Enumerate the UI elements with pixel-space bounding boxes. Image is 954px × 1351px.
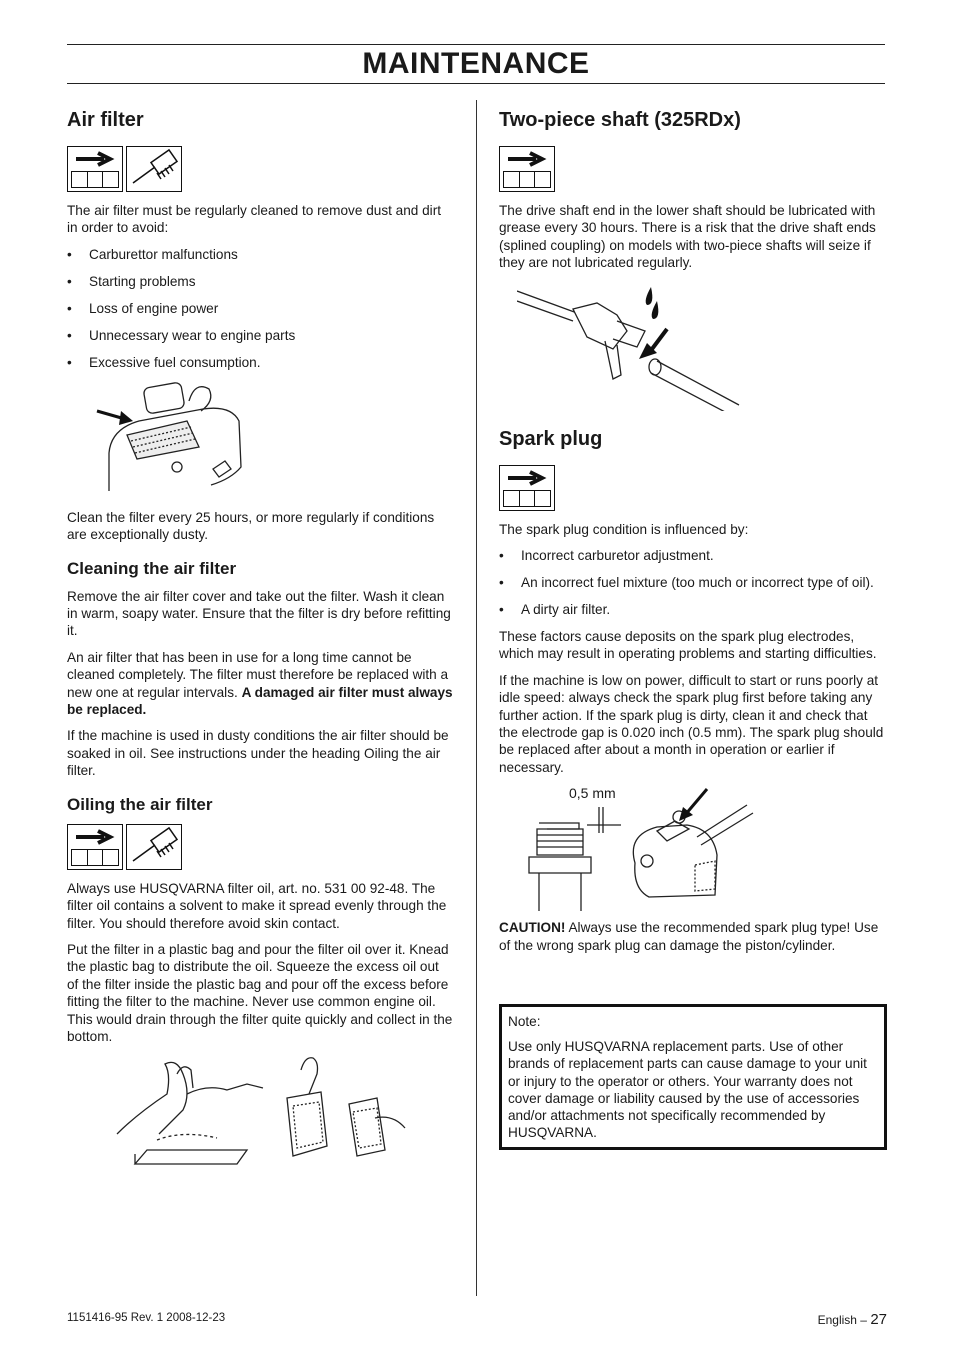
list-item: • An incorrect fuel mixture (too much or incorrect type of oil). bbox=[499, 574, 887, 591]
column-divider bbox=[476, 100, 477, 1296]
caution-label: CAUTION! bbox=[499, 920, 566, 936]
maintenance-arrow-icon bbox=[67, 146, 123, 192]
spark-paragraph-2: These factors cause deposits on the spark plug electrodes, which may result in operating problems and starting difficulties. bbox=[499, 629, 877, 662]
air-filter-heading: Air filter bbox=[67, 109, 144, 131]
spark-plug-illustration bbox=[517, 785, 817, 913]
shaft-heading: Two-piece shaft (325RDx) bbox=[499, 109, 741, 131]
list-item: • Unnecessary wear to engine parts bbox=[67, 327, 453, 344]
brush-icon bbox=[126, 824, 182, 870]
list-item: • Excessive fuel consumption. bbox=[67, 354, 453, 371]
right-column bbox=[499, 100, 887, 963]
caution-paragraph: CAUTION! Always use the recommended spark plug type! Use of the wrong spark plug can damage the piston/cylinder. bbox=[499, 920, 879, 953]
maintenance-arrow-icon bbox=[67, 824, 123, 870]
left-column bbox=[67, 100, 453, 1169]
footer-language: English bbox=[817, 1313, 857, 1327]
maintenance-arrow-icon bbox=[499, 146, 555, 192]
oiling-illustration bbox=[87, 1054, 417, 1169]
oiling-symbols bbox=[67, 824, 453, 870]
page-number: 27 bbox=[870, 1311, 887, 1328]
oiling-paragraph-1: Always use HUSQVARNA filter oil, art. no. 531 00 92-48. The filter oil contains a solvent to make it spread evenly through the filter. You should therefore avoid skin contact. bbox=[67, 880, 447, 931]
cleaning-paragraph-2: An air filter that has been in use for a long time cannot be cleaned completely. The filter must therefore be replaced with a new one at regular intervals. A damaged air filter must always be replaced. bbox=[67, 649, 453, 718]
shaft-symbols bbox=[499, 146, 887, 192]
maintenance-arrow-icon bbox=[499, 465, 555, 511]
page-title: MAINTENANCE bbox=[362, 47, 590, 80]
shaft-paragraph: The drive shaft end in the lower shaft should be lubricated with grease every 30 hours. There is a risk that the drive shaft ends (splined coupling) on models with two-piece shafts will seize if they are not lubricated regularly. bbox=[499, 203, 876, 271]
air-filter-illustration bbox=[91, 381, 271, 493]
oiling-paragraph-2: Put the filter in a plastic bag and pour the filter oil over it. Knead the plastic bag to distribute the oil. Squeeze the excess oil out of the filter inside the plastic bag and pour off the excess before fitting the filter to the machine. Never use common engine oil. This would drain through the filter quite quickly and collect in the bottom. bbox=[67, 941, 453, 1044]
note-box bbox=[499, 1004, 887, 1150]
cleaning-paragraph-3: If the machine is used in dusty conditions the air filter should be soaked in oil. See instructions under the heading Oiling the air filter. bbox=[67, 728, 449, 779]
spark-plug-heading: Spark plug bbox=[499, 427, 603, 450]
list-item: • Incorrect carburetor adjustment. bbox=[499, 547, 887, 564]
warning-bold-text: A damaged air filter must always be replaced. bbox=[67, 684, 453, 718]
air-filter-symbols bbox=[67, 146, 453, 192]
list-item: • A dirty air filter. bbox=[499, 601, 887, 618]
cleaning-paragraph-1: Remove the air filter cover and take out the filter. Wash it clean in warm, soapy water. Ensure that the filter is dry before refitting it. bbox=[67, 588, 451, 639]
note-label: Note: bbox=[508, 1014, 541, 1029]
air-filter-list bbox=[67, 246, 453, 371]
brush-icon bbox=[126, 146, 182, 192]
gap-label: 0,5 mm bbox=[569, 785, 616, 802]
cleaning-heading: Cleaning the air filter bbox=[67, 558, 237, 578]
spark-plug-symbols bbox=[499, 465, 887, 511]
oiling-heading: Oiling the air filter bbox=[67, 794, 213, 814]
list-item: • Starting problems bbox=[67, 273, 453, 290]
shaft-illustration bbox=[517, 281, 747, 411]
list-item: • Carburettor malfunctions bbox=[67, 246, 453, 263]
footer-page: English – 27 bbox=[817, 1311, 887, 1328]
clean-interval-text: Clean the filter every 25 hours, or more regularly if conditions are exceptionally dusty. bbox=[67, 509, 435, 543]
footer-doc-id: 1151416-95 Rev. 1 2008-12-23 bbox=[67, 1312, 226, 1324]
list-item: • Loss of engine power bbox=[67, 300, 453, 317]
spark-intro: The spark plug condition is influenced by: bbox=[499, 521, 749, 537]
spark-paragraph-3: If the machine is low on power, difficult to start or runs poorly at idle speed: always check the spark plug first before taking any further action. If the spark plug is dirty, clean it and check that the electrode gap is 0.020 inch (0.5 mm). The spark plug should be replaced after about a month in operation or earlier if necessary. bbox=[499, 672, 884, 775]
note-text: Use only HUSQVARNA replacement parts. Use of other brands of replacement parts can cause damage to your unit or injury to the operator or others. Your warranty does not cover damage or liability caused by the use of accessories and/or attachments not specifically recommended by HUSQVARNA. bbox=[508, 1039, 867, 1141]
spark-plug-list bbox=[499, 547, 887, 618]
page-header bbox=[67, 44, 885, 84]
air-filter-intro: The air filter must be regularly cleaned to remove dust and dirt in order to avoid: bbox=[67, 203, 442, 236]
